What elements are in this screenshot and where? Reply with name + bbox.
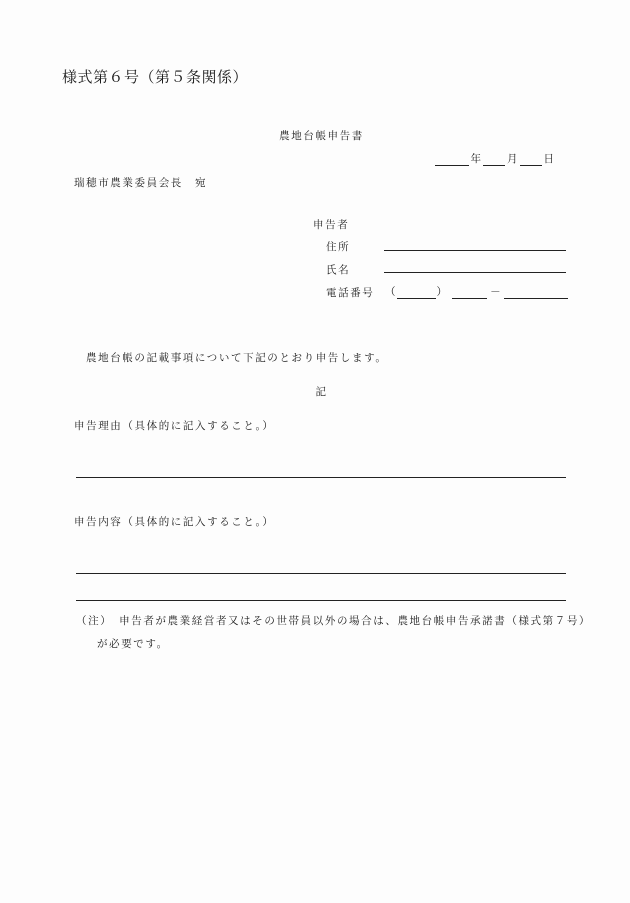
phone-label: 電話番号 xyxy=(326,287,375,299)
form-number: 様式第６号（第５条関係） xyxy=(62,68,249,86)
date-line xyxy=(435,151,557,166)
day-blank[interactable] xyxy=(520,154,542,166)
address-field-line[interactable] xyxy=(384,250,566,251)
phone-field[interactable] xyxy=(384,284,568,299)
reason-line[interactable] xyxy=(76,477,566,478)
address-label: 住所 xyxy=(326,241,351,253)
phone-area-blank[interactable] xyxy=(397,287,436,299)
month-blank[interactable] xyxy=(483,154,505,166)
statement: 農地台帳の記載事項について下記のとおり申告します。 xyxy=(86,352,388,364)
year-label: 年 xyxy=(470,153,481,165)
phone-dash: － xyxy=(490,286,501,298)
content-line-2[interactable] xyxy=(76,600,566,601)
ki-heading: 記 xyxy=(315,386,328,398)
note-line-1: （注） 申告者が農業経営者又はその世帯員以外の場合は、農地台帳申告承諾書（様式第７号） xyxy=(76,615,592,627)
phone-number-blank[interactable] xyxy=(504,287,568,299)
phone-open-paren: （ xyxy=(385,286,396,298)
addressee: 瑞穂市農業委員会長 宛 xyxy=(74,177,208,189)
reason-label: 申告理由（具体的に記入すること。） xyxy=(74,420,275,432)
applicant-heading: 申告者 xyxy=(313,219,350,231)
note-line-2: が必要です。 xyxy=(97,638,169,650)
month-label: 月 xyxy=(507,153,518,165)
document-title: 農地台帳申告書 xyxy=(279,130,364,142)
year-blank[interactable] xyxy=(435,154,469,166)
name-label: 氏名 xyxy=(326,264,351,276)
day-label: 日 xyxy=(543,153,554,165)
phone-close-paren: ） xyxy=(436,286,448,298)
phone-exchange-blank[interactable] xyxy=(452,287,487,299)
content-label: 申告内容（具体的に記入すること。） xyxy=(74,516,275,528)
content-line-1[interactable] xyxy=(76,573,566,574)
name-field-line[interactable] xyxy=(384,272,566,273)
